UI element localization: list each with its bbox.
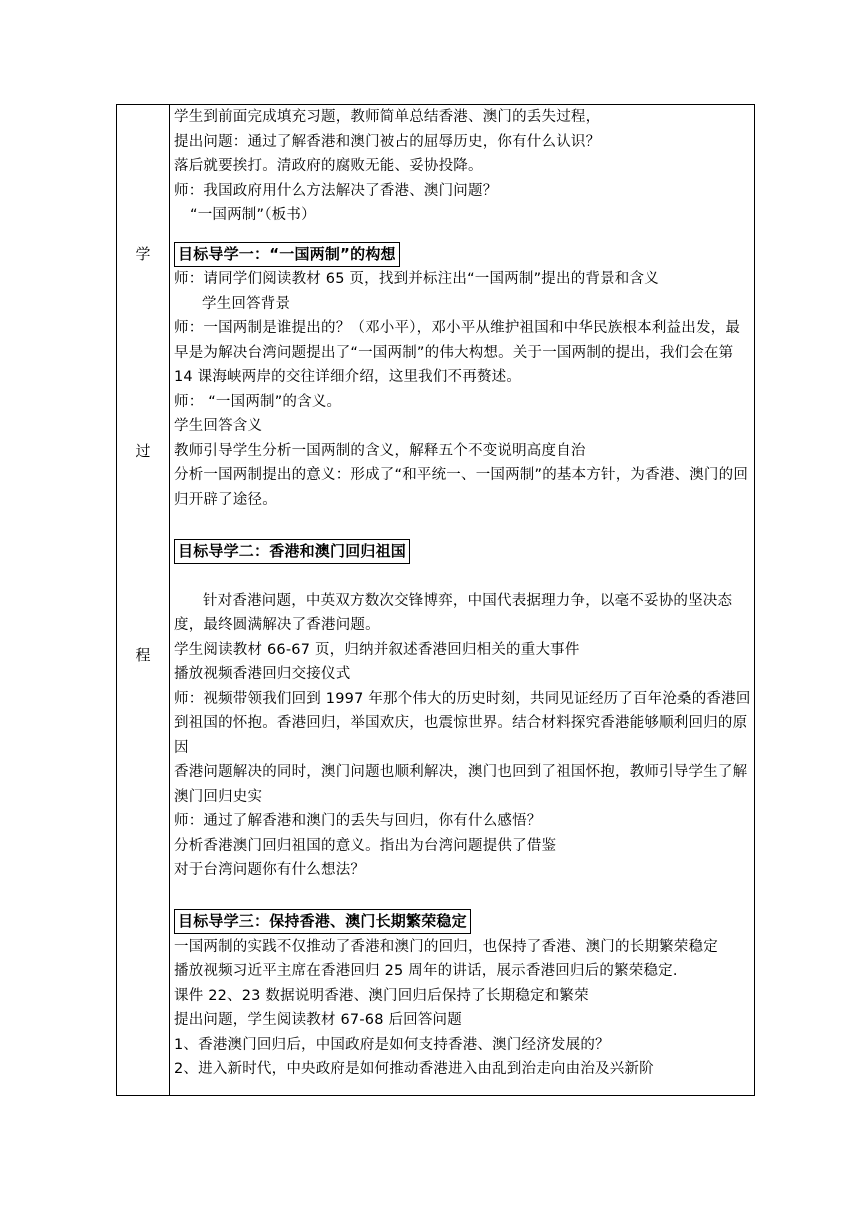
paragraph: 师：一国两制是谁提出的？（邓小平），邓小平从维护祖国和中华民族根本利益出发，最早是为解决台湾问题提出了“一国两制”的伟大构想。关于一国两制的提出，我们会在第 14 课海峡两岸的交往详细介绍，这里我们不再赘述。 bbox=[174, 320, 741, 385]
paragraph: 提出问题，学生阅读教材 67-68 后回答问题 bbox=[174, 1012, 462, 1028]
paragraph: 课件 22、23 数据说明香港、澳门回归后保持了长期稳定和繁荣 bbox=[174, 987, 589, 1004]
paragraph: 学生回答背景 bbox=[202, 295, 291, 312]
question-item: 2、进入新时代，中央政府是如何推动香港进入由乱到治走向由治及兴新阶 bbox=[174, 1061, 654, 1077]
paragraph: 教师引导学生分析一国两制的含义，解释五个不变说明高度自治 bbox=[174, 442, 586, 459]
paragraph: 分析香港澳门回归祖国的意义。指出为台湾问题提供了借鉴 bbox=[174, 837, 557, 854]
paragraph: 师：通过了解香港和澳门的丢失与回归，你有什么感悟？ bbox=[174, 813, 542, 829]
paragraph: 师：请同学们阅读教材 65 页，找到并标注出“一国两制”提出的背景和含义 bbox=[174, 271, 659, 287]
paragraph: 分析一国两制提出的意义：形成了“和平统一、一国两制”的基本方针，为香港、澳门的回归开辟了途径。 bbox=[174, 467, 749, 508]
paragraph: 师：我国政府用什么方法解决了香港、澳门问题？ bbox=[174, 182, 498, 199]
paragraph: 播放视频习近平主席在香港回归 25 周年的讲话，展示香港回归后的繁荣稳定. bbox=[174, 963, 678, 979]
section-heading-3: 目标导学三：保持香港、澳门长期繁荣稳定 bbox=[174, 909, 471, 934]
column-divider bbox=[169, 105, 170, 1095]
side-label-char: 学 bbox=[135, 245, 151, 263]
side-label-char: 过 bbox=[135, 442, 151, 460]
paragraph: 落后就要挨打。清政府的腐败无能、妥协投降。 bbox=[174, 158, 483, 174]
question-item: 1、香港澳门回归后，中国政府是如何支持香港、澳门经济发展的？ bbox=[174, 1036, 610, 1053]
paragraph: 播放视频香港回归交接仪式 bbox=[174, 666, 351, 682]
section-heading-2: 目标导学二：香港和澳门回归祖国 bbox=[174, 539, 410, 564]
side-label-char: 程 bbox=[135, 646, 151, 664]
paragraph: 一国两制的实践不仅推动了香港和澳门的回归，也保持了香港、澳门的长期繁荣稳定 bbox=[174, 938, 718, 955]
paragraph: 学生阅读教材 66-67 页，归纳并叙述香港回归相关的重大事件 bbox=[174, 641, 580, 658]
paragraph: 针对香港问题，中英双方数次交锋博弈，中国代表据理力争，以毫不妥协的坚决态度，最终圆满解决了香港问题。 bbox=[174, 592, 733, 633]
board-note: “一国两制”（板书） bbox=[190, 207, 316, 223]
lesson-table bbox=[116, 104, 755, 1096]
paragraph: 学生到前面完成填充习题，教师简单总结香港、澳门的丢失过程， bbox=[174, 109, 601, 125]
section-heading-1: 目标导学一：“一国两制”的构想 bbox=[174, 242, 400, 267]
paragraph: 香港问题解决的同时，澳门问题也顺利解决，澳门也回到了祖国怀抱，教师引导学生了解澳门回归史实 bbox=[174, 764, 748, 805]
paragraph: 师： “一国两制”的含义。 bbox=[174, 393, 342, 410]
paragraph: 师：视频带领我们回到 1997 年那个伟大的历史时刻，共同见证经历了百年沧桑的香港回到祖国的怀抱。香港回归，举国欢庆，也震惊世界。结合材料探究香港能够顺利回归的原因 bbox=[174, 690, 751, 756]
content-cell bbox=[174, 105, 752, 1095]
paragraph: 对于台湾问题你有什么想法？ bbox=[174, 862, 366, 878]
paragraph: 学生回答含义 bbox=[174, 418, 263, 434]
paragraph: 提出问题：通过了解香港和澳门被占的屈辱历史，你有什么认识？ bbox=[174, 133, 601, 150]
